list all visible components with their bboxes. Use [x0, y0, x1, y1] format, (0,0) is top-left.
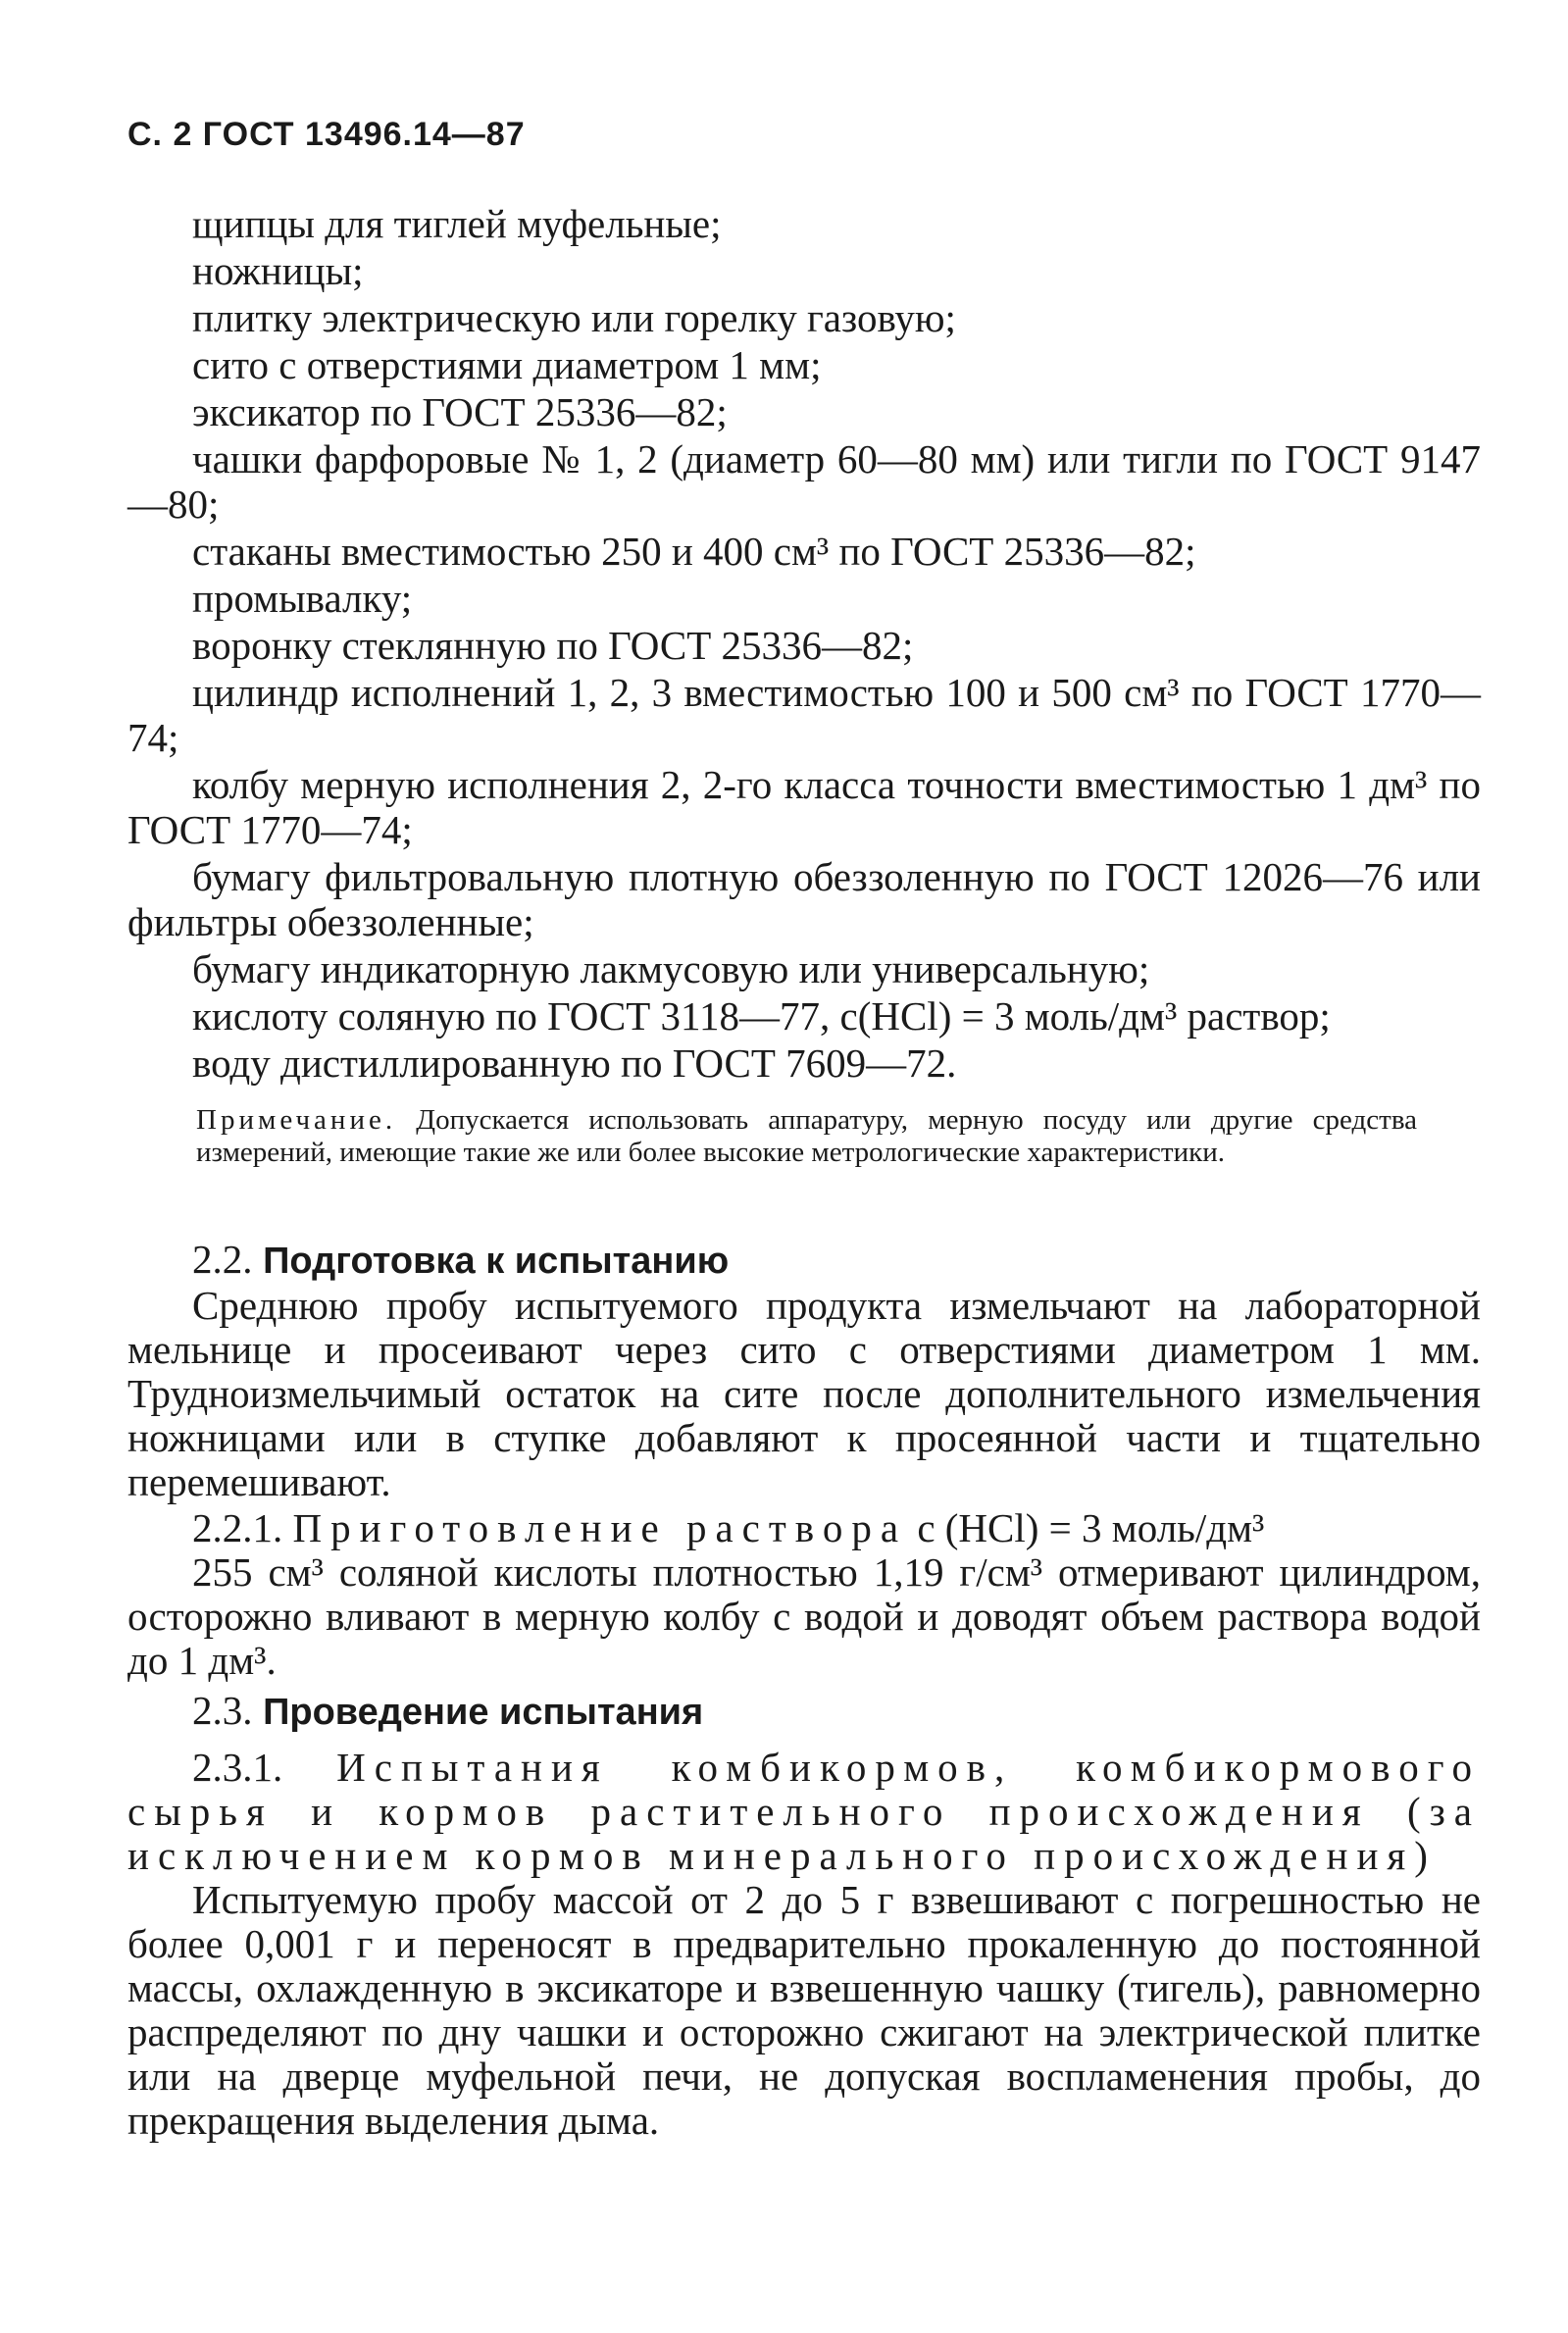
paragraph: 255 см³ соляной кислоты плотностью 1,19 г/см³ отмеривают цилиндром, осторожно вливают в мерную колбу с водой и доводят объем раствора водой до 1 дм³. — [127, 1549, 1481, 1683]
section-title: Подготовка к испытанию — [263, 1241, 730, 1282]
list-item: эксикатор по ГОСТ 25336—82; — [192, 389, 728, 434]
section-2-3-1 — [127, 1746, 1481, 2143]
paragraph: Среднюю пробу испытуемого продукта измельчают на лабораторной мельнице и просеивают через сито с отверстиями диаметром 1 мм. Трудноизмельчимый остаток на сите после дополнительного измельчения ножницами или в ступке добавляют к просеянной части и тщательно перемешивают. — [127, 1283, 1481, 1504]
list-item: колбу мерную исполнения 2, 2-го класса точности вместимостью 1 дм³ по ГОСТ 1770—74; — [127, 762, 1481, 852]
section-number: 2.2.1. — [192, 1505, 283, 1550]
subsection-heading — [127, 1746, 1481, 1878]
page-header: С. 2 ГОСТ 13496.14—87 — [127, 116, 526, 153]
section-number: 2.3. — [192, 1688, 253, 1733]
section-number: 2.3.1. — [192, 1745, 283, 1790]
list-item: воду дистиллированную по ГОСТ 7609—72. — [192, 1040, 957, 1086]
list-item: плитку электрическую или горелку газовую; — [192, 295, 956, 340]
note — [196, 1104, 1417, 1169]
section-2-3 — [127, 1689, 1481, 1735]
section-heading — [127, 1238, 1481, 1284]
list-item: промывалку; — [192, 576, 413, 621]
list-item: бумагу фильтровальную плотную обеззоленную по ГОСТ 12026—76 или фильтры обеззоленные; — [127, 854, 1481, 944]
list-item: стаканы вместимостью 250 и 400 см³ по ГОСТ 25336—82; — [192, 529, 1196, 574]
list-item: ножницы; — [192, 248, 364, 293]
list-item: сито с отверстиями диаметром 1 мм; — [192, 342, 822, 387]
note-label: Примечание. — [196, 1104, 397, 1136]
list-item: воронку стеклянную по ГОСТ 25336—82; — [192, 623, 914, 668]
section-2-2 — [127, 1238, 1481, 1504]
section-2-2-1 — [127, 1506, 1481, 1683]
equipment-list — [127, 201, 1481, 1088]
list-item: цилиндр исполнений 1, 2, 3 вместимостью 100 и 500 см³ по ГОСТ 1770—74; — [127, 670, 1481, 760]
paragraph: Испытуемую пробу массой от 2 до 5 г взвешивают с погрешностью не более 0,001 г и переносят в предварительно прокаленную до постоянной массы, охлажденную в эксикаторе и взвешенную чашку (тигель), равномерно распределяют по дну чашки и осторожно сжигают на электрической плитке или на дверце муфельной печи, не допуская воспламенения пробы, до прекращения выделения дыма. — [127, 1877, 1481, 2143]
subsection-heading — [127, 1506, 1481, 1550]
note-text: Допускается использовать аппаратуру, мерную посуду или другие средства измерений, имеющие такие же или более высокие метрологические характеристики. — [196, 1104, 1417, 1168]
list-item: кислоту соляную по ГОСТ 3118—77, c(HCl) = 3 моль/дм³ раствор; — [192, 993, 1331, 1039]
list-item: бумагу индикаторную лакмусовую или универсальную; — [192, 946, 1150, 991]
list-item: чашки фарфоровые № 1, 2 (диаметр 60—80 мм) или тигли по ГОСТ 9147—80; — [127, 436, 1481, 527]
section-number: 2.2. — [192, 1237, 253, 1282]
section-title: Испытания комбикормов, комбикормового сырья и кормов растительного происхождения (за исключением кормов минерального происхождения) — [127, 1745, 1481, 1878]
list-item: щипцы для тиглей муфельные; — [192, 201, 722, 246]
section-title: Проведение испытания — [263, 1692, 704, 1733]
formula: c (HCl) = 3 моль/дм³ — [917, 1505, 1265, 1550]
section-heading — [127, 1689, 1481, 1735]
section-title: Приготовление раствора — [292, 1505, 908, 1550]
